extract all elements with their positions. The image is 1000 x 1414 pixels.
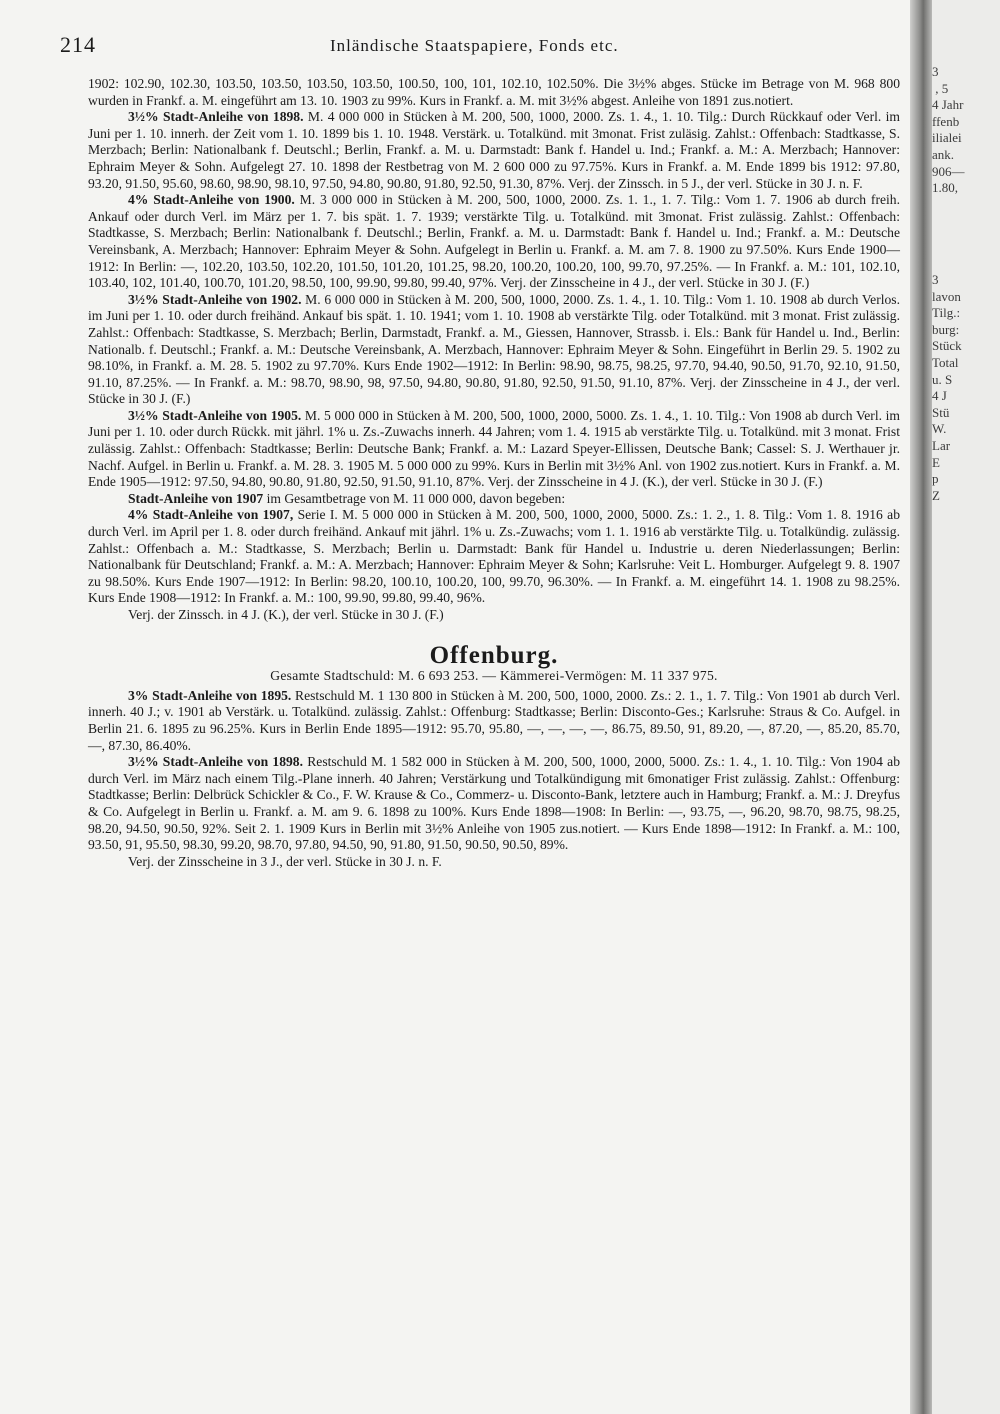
entry-text: M. 3 000 000 in Stücken à M. 200, 500, 1000, 2000. Zs. 1. 1., 1. 7. Tilg.: Vom 1. 7. 1906 ab durch freih. Ankauf oder durch Verl. im März per 1. 7. bis spät. 1. 7. 1939; verstärkte Tilg. u. Totalkünd. mit 3monat. Frist zulässig. Zahlst.: Offenbach: Stadtkasse, S. Merzbach; Berlin: Nationalbank f. Deutschl.; Berlin, Frankf. a. M. u. Darmstadt: Bank f. Handel u. Ind.; Frankf. a. M.: Deutsche Vereinsbank, A. Merzbach; Hannover: Ephraim Meyer & Sohn. Aufgelegt in Berlin u. Frankf. a. M. am 7. 8. 1900 zu 97.50%. Kurs Ende 1900—1912: In Berlin: —, 102.20, 103.50, 102.20, 101.50, 101.20, 101.25, 98.20, 100.20, 100.20, 100, 99.70, 97.25%. — In Frankf. a. M.: 101, 102.10, 103.40, 102, 101.40, 100.70, 101.20, 98.50, 100, 99.90, 99.80, 99.40, 97%. Verj. der Zinsscheine in 4 J., der verl. Stücke in 30 J. (F.): [88, 192, 900, 291]
entry-text: M. 5 000 000 in Stücken à M. 200, 500, 1000, 2000, 5000. Zs. 1. 4., 1. 10. Tilg.: Von 1908 ab durch Verl. im Juni per 1. 10. oder durch Rückk. mit jährl. 1% u. Zs.-Zuwachs innerh. 44 Jahren; vom 1. 4. 1915 ab verstärkte Tilg. u. Totalkünd. mit 3 monat. Frist zulässig. Zahlst.: Offenbach: Stadtkasse; Berlin: Deutsche Bank; Frankf. a. M.: Lazard Speyer-Ellissen, Deutsche Bank; Cassel: S. J. Werthauer jr. Nachf. Aufgel. in Berlin u. Frankf. a. M. 28. 3. 1905 M. 5 000 000 zu 99%. Kurs in Berlin mit 3½% Anl. von 1902 zus.notiert. Kurs in Frankf. a. M. Ende 1905—1912: 97.50, 94.80, 90.80, 91.80, 92.50, 91.50, 91.10, 87%. Verj. der Zinsscheine in 4 J. (K.), der verl. Stücke in 30 J. (F.): [88, 407, 900, 490]
entry-heading: 4% Stadt-Anleihe von 1907,: [128, 507, 294, 523]
entry-a1900: [88, 192, 900, 292]
entry-heading: 4% Stadt-Anleihe von 1900.: [128, 192, 295, 208]
entry-text: M. 4 000 000 in Stücken à M. 200, 500, 1000, 2000. Zs. 1. 4., 1. 10. Tilg.: Durch Rückkauf oder Verl. im Juni per 1. 10. innerh. der Zeit vom 1. 10. 1899 bis 1. 10. 1948. Verstärk. u. Totalkünd. mit 3monat. Frist zuläsig. Zahlst.: Offenbach: Stadtkasse, S. Merzbach; Berlin: Nationalbank f. Deutschl.; Berlin, Frankf. a. M. u. Darmstadt: Bank f. Handel u. Ind.; Frankf. a. M.: A. Merzbach; Hannover: Ephraim Meyer & Sohn. Aufgelegt 27. 10. 1898 der Restbetrag von M. 2 600 000 zu 97.75%. Kurs in Frankf. a. M. Ende 1899 bis 1912: 97.80, 93.20, 91.50, 95.60, 98.60, 98.90, 98.10, 97.50, 94.80, 90.80, 91.80, 92.50, 91.30, 87%. Verj. der Zinssch. in 5 J., der verl. Stücke in 30 J. n. F.: [88, 109, 900, 191]
entry-o1898: [88, 754, 900, 854]
book-gutter: [910, 0, 932, 1414]
entry-o1895: [88, 688, 900, 754]
page-number: 214: [60, 32, 96, 57]
entry-heading: 3½% Stadt-Anleihe von 1898.: [128, 754, 304, 770]
entry-a1907s1: [88, 507, 900, 607]
entry-a1907: [88, 491, 900, 508]
facing-text-middle: 3 lavon Tilg.: burg: Stück Total u. S 4 J Stü W. Lar E p Z: [932, 272, 962, 503]
entry-a1907v: [88, 607, 900, 624]
city-summary: Gesamte Stadtschuld: M. 6 693 253. — Kämmerei-Vermögen: M. 11 337 975.: [270, 668, 718, 684]
entry-heading: 3½% Stadt-Anleihe von 1905.: [128, 407, 302, 423]
entry-a1905: [88, 408, 900, 491]
entry-o1898v: [88, 854, 900, 871]
facing-page-fragment: [932, 0, 1000, 1414]
entry-cont: [88, 76, 900, 109]
entry-a1898: [88, 109, 900, 192]
entry-text: 1902: 102.90, 102.30, 103.50, 103.50, 103.50, 103.50, 100.50, 100, 101, 102.10, 102.50%. Die 3½% abges. Stücke im Betrage von M. 968 800 wurden in Frankf. a. M. eingeführt am 13. 10. 1903 zu 99%. Kurs in Frankf. a. M. mit 3½% abgest. Anleihe von 1891 zus.notiert.: [88, 76, 900, 108]
entry-text: Restschuld M. 1 582 000 in Stücken à M. 200, 500, 1000, 2000, 5000. Zs.: 1. 4., 1. 10. Tilg.: Von 1904 ab durch Verl. im März nach einem Tilg.-Plane innerh. 40 Jahren; Verstärkung und Totalkündigung mit 6monatiger Frist zulässig. Zahlst.: Offenburg: Stadtkasse; Berlin: Delbrück Schickler & Co., F. W. Krause & Co., Commerz- u. Disconto-Bank, letztere auch in Hamburg; Frankf. a. M.: J. Dreyfus & Co. Aufgelegt in Berlin u. Frankf. a. M. am 9. 6. 1898 zu 100%. Kurs Ende 1898—1908: In Berlin: —, 93.75, —, 96.20, 98.70, 98.75, 98.25, 98.20, 94.50, 90.50, 92%. Seit 2. 1. 1909 Kurs in Berlin mit 3½% Anleihe von 1905 zus.notiert. — Kurs Ende 1898—1912: In Frankf. a. M.: 100, 93.50, 91, 95.50, 98.30, 99.20, 98.70, 97.80, 94.50, 90, 91.80, 91.50, 90.50, 90.50, 89%.: [88, 754, 901, 853]
entry-heading: 3½% Stadt-Anleihe von 1898.: [128, 109, 304, 125]
entries-top: [88, 76, 900, 624]
entry-text: Verj. der Zinsscheine in 3 J., der verl. Stücke in 30 J. n. F.: [128, 853, 442, 869]
entry-text: im Gesamtbetrage von M. 11 000 000, davon begeben:: [263, 490, 566, 506]
facing-text-top: 3 , 5 4 Jahr ffenb ilialei ank. 906— 1.80,: [932, 64, 965, 196]
running-head: Inländische Staatspapiere, Fonds etc.: [330, 36, 619, 55]
entry-text: M. 6 000 000 in Stücken à M. 200, 500, 1000, 2000. Zs. 1. 4., 1. 10. Tilg.: Vom 1. 10. 1908 ab durch Verlos. im Juni per 1. 10. oder durch freihänd. Ankauf bis spät. 1. 10. 1941; vom 1. 10. 1908 ab verstärkte Tilg. oder Totalkünd. mit 3 monat. Frist zulässig. Zahlst.: Offenbach: Stadtkasse, S. Merzbach; Berlin, Darmstadt, Frankf. a. M., Giessen, Hannover, Strassb. i. Els.: Bank für Handel u. Ind., Berlin: Nationalb. f. Deutschl.; Frankf. a. M.: Deutsche Vereinsbank, A. Merzbach, Hannover: Ephraim Meyer & Sohn. Eingeführt in Berlin 29. 5. 1902 zu 98.10%, in Frankf. a. M. 28. 5. 1902 zu 97.70%. Kurs Ende 1902—1912: In Berlin: 98.90, 98.75, 98.25, 97.70, 94.40, 90.50, 91.70, 92.10, 91.50, 91.10, 87.25%. — In Frankf. a. M.: 98.70, 98.90, 98, 97.50, 94.80, 90.80, 91.80, 92.50, 91.50, 91.10, 87%. Verj. der Zinsscheine in 4 J., der verl. Stücke in 30 J. (F.): [88, 291, 900, 407]
entry-heading: 3½% Stadt-Anleihe von 1902.: [128, 291, 302, 307]
entries-bottom: [88, 688, 900, 871]
page-header: [60, 32, 900, 62]
page-body: [88, 76, 900, 870]
entry-a1902: [88, 292, 900, 408]
entry-text: Serie I. M. 5 000 000 in Stücken à M. 200, 500, 1000, 2000, 5000. Zs.: 1. 2., 1. 8. Tilg.: Vom 1. 8. 1916 ab durch Verl. im April per 1. 8. oder durch freihänd. Ankauf mit jährl. 1% u. Zs.-Zuwachs; vom 1. 1. 1916 ab verstärkte Tilg. u. Totalkündig. zulässig. Zahlst.: Offenbach a. M.: Stadtkasse, S. Merzbach; Berlin u. Darmstadt: Bank für Handel u. Industrie u. deren Niederlassungen; Berlin: Nationalbank für Deutschland; Frankf. a. M.: A. Merzbach; Hannover: Ephraim Meyer & Sohn; Karlsruhe: Veit L. Homburger. Aufgelegt 9. 8. 1907 zu 98.50%. Kurs Ende 1907—1912: In Berlin: 98.20, 100.10, 100.20, 100, 99.70, 96.30%. — In Frankf. a. M. eingeführt 14. 1. 1908 zu 98.25%. Kurs Ende 1908—1912: In Frankf. a. M.: 100, 99.90, 99.80, 99.40, 96%.: [88, 507, 901, 606]
city-title: Offenburg.: [429, 641, 559, 669]
entry-text: Restschuld M. 1 130 800 in Stücken à M. 200, 500, 1000, 2000. Zs.: 2. 1., 1. 7. Tilg.: Von 1901 ab durch Verl. innerh. 40 J.; v. 1901 ab Verstärk. u. Totalkünd. zulässig. Zahlst.: Offenburg: Stadtkasse; Berlin: Disconto-Ges.; Karlsruhe: Straus & Co. Aufgel. in Berlin 21. 6. 1895 zu 96.25%. Kurs in Berlin Ende 1895—1912: 95.70, 95.80, —, —, —, —, 86.75, 89.50, 91, 89.20, —, 87.20, —, 85.20, 85.70, —, 87.30, 86.40%.: [88, 687, 900, 753]
entry-heading: 3% Stadt-Anleihe von 1895.: [128, 687, 292, 703]
entry-heading: Stadt-Anleihe von 1907: [128, 490, 264, 506]
entry-text: Verj. der Zinssch. in 4 J. (K.), der verl. Stücke in 30 J. (F.): [128, 607, 444, 622]
